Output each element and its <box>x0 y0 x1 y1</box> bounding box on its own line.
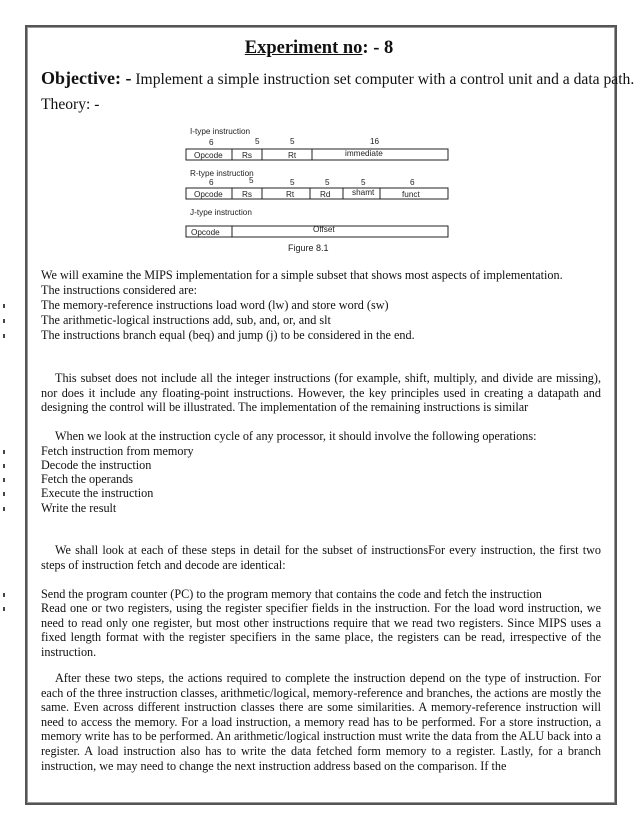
list-item: Read one or two registers, using the register specifier fields in the instruction. For the load word instruction, we need to read only one register, but most other instructions require that we read two registers. Since MIPS uses a fixed length format with the register specifiers in the same place, the registers can be read, irrespective of the instruction. <box>41 601 601 659</box>
itype-field-rt: Rt <box>288 151 297 160</box>
jtype-label: J-type instruction <box>190 208 252 217</box>
title-prefix: Experiment no <box>244 38 363 58</box>
rtype-label: R-type instruction <box>190 169 254 178</box>
rtype-bits-4: 5 <box>325 178 330 187</box>
intro-paragraph: We will examine the MIPS implementation for a simple subset that shows most aspects of implementation. <box>41 268 563 282</box>
list-item: The memory-reference instructions load word (lw) and store word (sw) <box>41 298 601 313</box>
title-suffix: : - 8 <box>362 38 394 58</box>
list-item: The arithmetic-logical instructions add, sub, and, or, and slt <box>41 313 601 328</box>
theory-label: Theory: - <box>41 96 100 113</box>
instructions-considered: The instructions considered are: <box>41 283 198 297</box>
rtype-bits-6: 6 <box>410 178 415 187</box>
itype-field-rs: Rs <box>242 151 253 160</box>
list-item: Fetch instruction from memory <box>41 444 601 459</box>
instruction-format-figure <box>180 124 450 258</box>
jtype-field-offset: Offset <box>313 225 335 234</box>
instruction-cycle-paragraph: When we look at the instruction cycle of any processor, it should involve the following operations: <box>55 429 537 443</box>
rtype-bits-2: 5 <box>249 176 254 185</box>
list-item: The instructions branch equal (beq) and jump (j) to be considered in the end. <box>41 328 601 343</box>
itype-field-immediate: immediate <box>345 149 383 158</box>
rtype-field-opcode: Opcode <box>194 190 223 199</box>
steps-paragraph: We shall look at each of these steps in detail for the subset of instructionsFor every instruction, the first two steps of instruction fetch and decode are identical: <box>41 543 601 572</box>
rtype-field-rd: Rd <box>320 190 331 199</box>
jtype-field-opcode: Opcode <box>191 228 220 237</box>
rtype-bits-1: 6 <box>209 178 214 187</box>
subset-paragraph: This subset does not include all the integer instructions (for example, shift, multiply, and divide are missing), nor does it include any floating-point instructions. However, the key principles used in creating a datapath and designing the control will be illustrated. The implementation of the remaining instructions is similar <box>41 371 601 415</box>
list-item: Decode the instruction <box>41 458 601 473</box>
objective-label: Objective: - <box>41 68 132 88</box>
list-item: Execute the instruction <box>41 486 601 501</box>
actions-paragraph: After these two steps, the actions required to complete the instruction depend on the type of instruction. For each of the three instruction classes, arithmetic/logical, memory-reference and branches, the actions are mostly the same. Even across different instruction classes there are some similarities. A memory-reference instruction will need to access the memory. For a load instruction, a memory read has to be performed. For a store instruction, a memory write has to be performed. An arithmetic/logical instruction must write the data from the ALU back into a register. A load instruction also has to write the data fetched form memory to a register. Lastly, for a branch instruction, we may need to change the next instruction address based on the comparison. If the <box>41 671 601 773</box>
itype-bits-4: 16 <box>370 137 380 146</box>
objective <box>41 68 635 89</box>
list-item: Fetch the operands <box>41 472 601 487</box>
rtype-field-funct: funct <box>402 190 420 199</box>
rtype-bits-3: 5 <box>290 178 295 187</box>
list-item: Send the program counter (PC) to the program memory that contains the code and fetch the instruction <box>41 587 601 602</box>
rtype-field-rt: Rt <box>286 190 295 199</box>
rtype-field-rs: Rs <box>242 190 253 199</box>
itype-bits-2: 5 <box>255 137 260 146</box>
list-item: Write the result <box>41 501 601 516</box>
figure-caption: Figure 8.1 <box>288 243 329 253</box>
itype-field-opcode: Opcode <box>194 151 223 160</box>
itype-label: I-type instruction <box>190 127 251 136</box>
rtype-field-shamt: shamt <box>352 188 375 197</box>
itype-bits-1: 6 <box>209 138 214 147</box>
itype-box <box>186 149 448 160</box>
page-title <box>0 38 638 59</box>
objective-text: Implement a simple instruction set computer with a control unit and a data path. <box>131 71 635 88</box>
itype-bits-3: 5 <box>290 137 295 146</box>
rtype-bits-5: 5 <box>361 178 366 187</box>
